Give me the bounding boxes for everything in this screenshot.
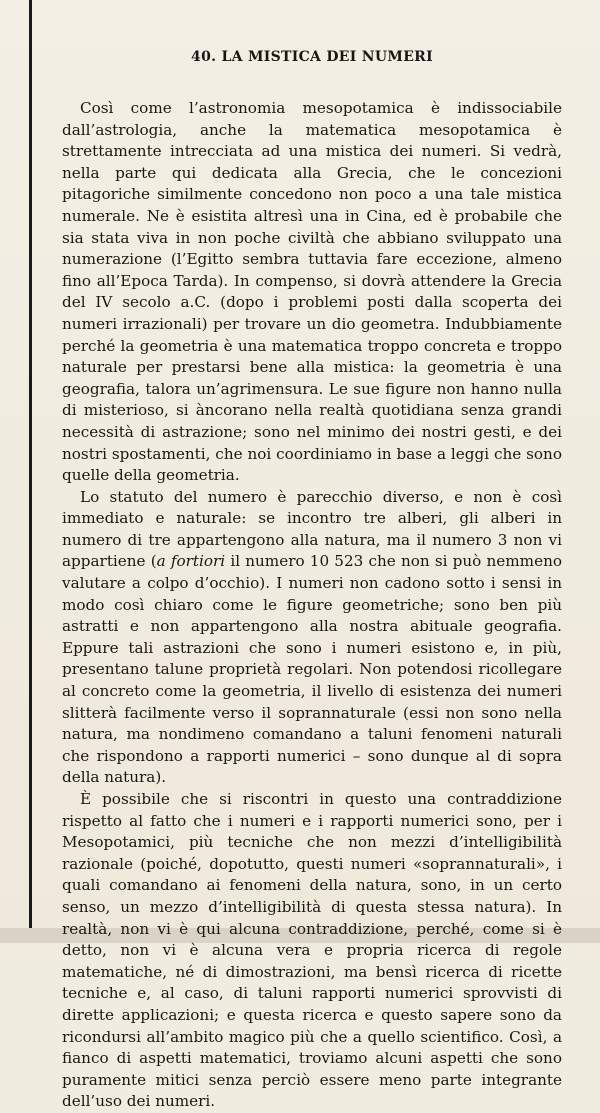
italic-phrase: a fortiori — [156, 552, 226, 571]
chapter-title: 40. LA MISTICA DEI NUMERI — [191, 49, 433, 65]
page-binding-edge — [29, 0, 32, 943]
paragraph-3 — [62, 789, 562, 1113]
paragraph-text: È possibile che si riscontri in questo una contraddizione rispetto al fatto che i numeri e i rapporti numerici sono, per i Mesopotamici, più tecniche che non mezzi d’intelligibilità razionale (poiché, dopotutto, questi numeri «soprannaturali», i quali comandano ai fenomeni della natura, sono, in un certo senso, un mezzo d’intelligibilità di questa stessa natura). In realtà, non vi è qui alcuna contraddizione, perché, come si è detto, non vi è alcuna vera e propria ricerca di regole matematiche, né di dimostrazioni, ma bensì ricerca di ricette tecniche e, al caso, di taluni rapporti numerici sprovvisti di dirette applicazioni; e questa ricerca e questo sapere sono da ricondursi all’ambito magico più che a quello scientifico. Così, a fianco di aspetti matematici, troviamo alcuni aspetti che sono puramente mitici senza perciò essere meno parte integrante dell’uso dei numeri. — [62, 790, 562, 1111]
paragraph-text: Così come l’astronomia mesopotamica è indissociabile dall’astrologia, anche la matematica mesopotamica è strettamente intrecciata ad una mistica dei numeri. Si vedrà, nella parte qui dedicata alla Grecia, che le concezioni pitagoriche similmente concedono non poco a una tale mistica numerale. Ne è esistita altresì una in Cina, ed è probabile che sia stata viva in non poche civiltà che abbiano sviluppato una numerazione (l’Egitto sembra tuttavia fare eccezione, almeno fino all’Epoca Tarda). In compenso, si dovrà attendere la Grecia del IV secolo a.C. (dopo i problemi posti dalla scoperta dei numeri irrazionali) per trovare un dio geometra. Indubbiamente perché la geometria è una matematica troppo concreta e troppo naturale per prestarsi bene alla mistica: la geometria è una geografia, talora un’agrimensura. Le sue figure non hanno nulla di misterioso, si àncorano nella realtà quotidiana senza grandi necessità di astrazione; sono nel minimo dei nostri gesti, e dei nostri spostamenti, che noi coordiniamo in base a leggi che sono quelle della geometria. — [62, 99, 562, 485]
page-content — [62, 48, 562, 1113]
paragraph-text: Lo statuto del numero è parecchio diverso, e non è così immediato e naturale: se incontro tre alberi, gli alberi in numero di tre appartengono alla natura, ma il numero 3 non vi appartiene ( — [62, 487, 562, 571]
paragraph-1 — [62, 98, 562, 487]
paragraph-text: il numero 10 523 che non si può nemmeno valutare a colpo d’occhio). I numeri non cadono sotto i sensi in modo così chiaro come le figure geometriche; sono ben più astratti e non appartengono alla nostra abituale geografia. Eppure tali astrazioni che sono i numeri esistono e, in più, presentano talune proprietà regolari. Non potendosi ricollegare al concreto come la geometria, il livello di esistenza dei numeri slitterà facilmente verso il soprannaturale (essi non sono nella natura, ma nondimeno comandano a taluni fenomeni naturali che rispondono a rapporti numerici – sono dunque al di sopra della natura). — [62, 552, 562, 787]
paragraph-2 — [62, 487, 562, 789]
